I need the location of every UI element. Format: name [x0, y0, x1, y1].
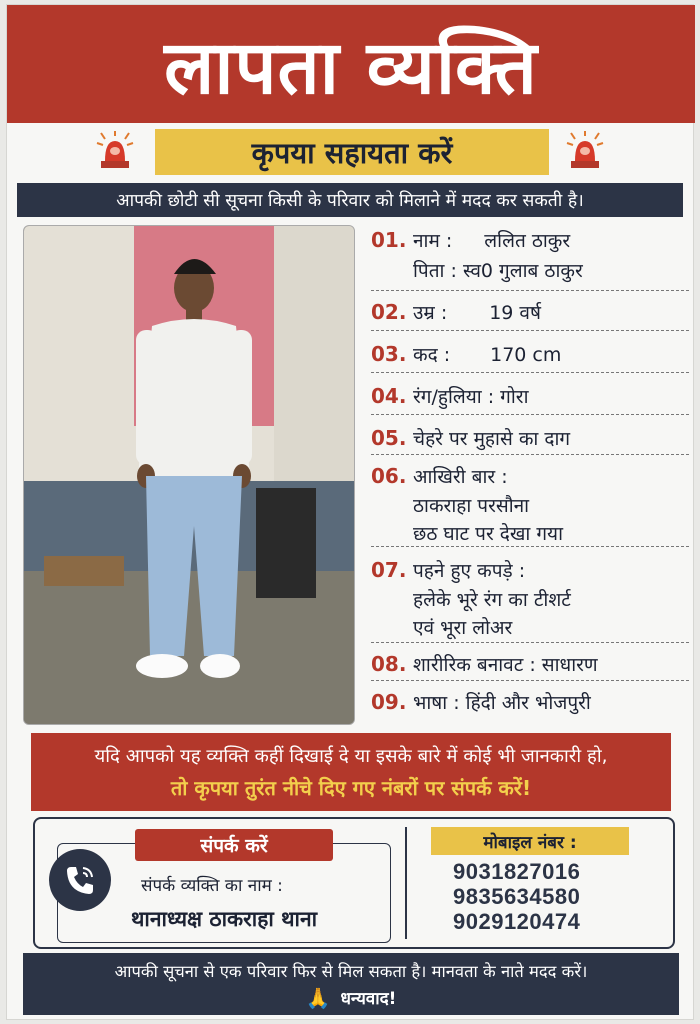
title-banner	[7, 5, 695, 123]
detail-label: भाषा : हिंदी और भोजपुरी	[413, 692, 591, 714]
footer-message: आपकी सूचना से एक परिवार फिर से मिल सकता है। मानवता के नाते मदद करें।	[114, 961, 588, 981]
detail-last-seen	[371, 455, 689, 547]
mobile-number[interactable]: 9029120474	[453, 909, 581, 934]
detail-language	[371, 681, 689, 719]
mobile-label: मोबाइल नंबर :	[431, 827, 629, 855]
detail-age	[371, 291, 689, 331]
detail-sub: ठाकराहा परसौना	[413, 495, 530, 517]
mobile-number[interactable]: 9031827016	[453, 859, 581, 884]
footer-thanks-row	[306, 986, 397, 1010]
mobile-number-list	[453, 859, 580, 934]
folded-hands-icon: 🙏	[305, 985, 331, 1010]
detail-value: ललित ठाकुर	[484, 230, 571, 252]
info-strip	[17, 183, 683, 217]
contact-box	[33, 817, 675, 949]
detail-build	[371, 643, 689, 681]
detail-value: 19 वर्ष	[489, 302, 541, 324]
detail-number: 04.	[371, 384, 407, 408]
detail-number: 03.	[371, 342, 407, 366]
person-photo	[23, 225, 355, 725]
footer-thanks: धन्यवाद!	[340, 989, 397, 1009]
details-list	[371, 225, 689, 719]
mobile-number[interactable]: 9835634580	[453, 884, 581, 909]
detail-number: 02.	[371, 300, 407, 324]
person-photo-illustration	[24, 226, 355, 725]
detail-complexion	[371, 373, 689, 415]
detail-number: 06.	[371, 464, 407, 488]
contact-divider	[405, 827, 407, 939]
detail-number: 01.	[371, 228, 407, 252]
detail-number: 05.	[371, 426, 407, 450]
detail-label: रंग/हुलिया : गोरा	[413, 386, 529, 408]
detail-number: 09.	[371, 690, 407, 714]
detail-label: नाम :	[413, 230, 453, 252]
detail-label: पहने हुए कपड़े :	[413, 560, 526, 582]
info-text: आपकी छोटी सी सूचना किसी के परिवार को मिलाने में मदद कर सकती है।	[116, 191, 584, 211]
detail-label: कद :	[413, 344, 451, 366]
help-banner	[155, 129, 549, 175]
help-text: कृपया सहायता करें	[251, 135, 453, 170]
detail-mark	[371, 415, 689, 455]
detail-label: शारीरिक बनावट : साधारण	[413, 654, 598, 676]
detail-sub: छठ घाट पर देखा गया	[413, 523, 563, 545]
appeal-line-2: तो कृपया तुरंत नीचे दिए गए नंबरों पर संपर्क करें!	[170, 776, 532, 800]
detail-sub: हलेके भूरे रंग का टीशर्ट	[413, 589, 571, 611]
detail-number: 07.	[371, 558, 407, 582]
detail-number: 08.	[371, 652, 407, 676]
detail-clothes	[371, 547, 689, 643]
detail-label: आखिरी बार :	[413, 466, 508, 488]
siren-icon	[95, 131, 135, 171]
poster-title: लापता व्यक्ति	[164, 24, 538, 111]
detail-sub: एवं भूरा लोअर	[413, 617, 513, 639]
detail-label: चेहरे पर मुहासे का दाग	[413, 428, 571, 450]
siren-icon	[565, 131, 605, 171]
detail-sub: पिता : स्व0 गुलाब ठाकुर	[413, 260, 583, 282]
phone-icon	[49, 849, 111, 911]
contact-person-label: संपर्क व्यक्ति का नाम :	[141, 876, 283, 896]
appeal-line-1: यदि आपको यह व्यक्ति कहीं दिखाई दे या इसके बारे में कोई भी जानकारी हो,	[94, 746, 608, 767]
contact-person-name: थानाध्यक्ष ठाकराहा थाना	[131, 907, 318, 931]
missing-person-poster	[6, 4, 694, 1020]
appeal-banner	[31, 733, 671, 811]
detail-name	[371, 225, 689, 291]
detail-label: उम्र :	[413, 302, 448, 324]
footer-banner	[23, 953, 679, 1015]
contact-tag: संपर्क करें	[135, 829, 333, 861]
detail-height	[371, 331, 689, 373]
detail-value: 170 cm	[490, 344, 562, 366]
